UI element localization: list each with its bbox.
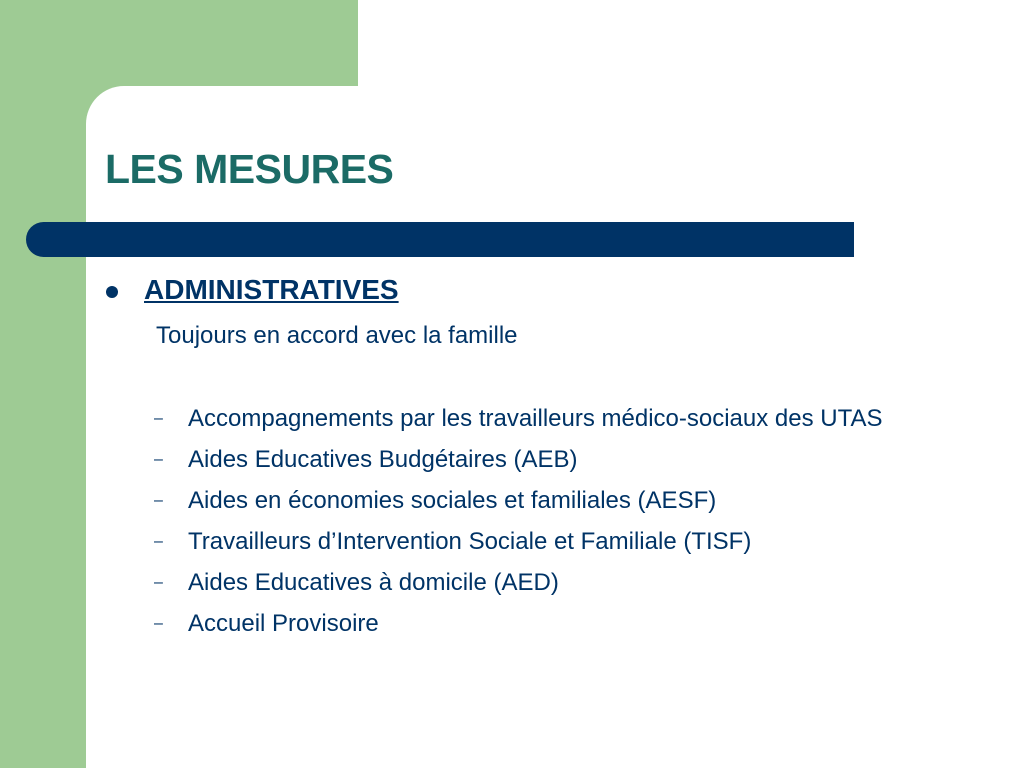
list-item — [154, 402, 954, 436]
list-item — [154, 443, 954, 477]
main-bullet-label: ADMINISTRATIVES — [144, 274, 399, 305]
list-item — [154, 566, 954, 600]
list-item-text: Aides en économies sociales et familiales (AESF) — [188, 487, 717, 514]
list-item-text: Aides Educatives à domicile (AED) — [188, 569, 559, 596]
list-item-text: Accompagnements par les travailleurs médico-sociaux des UTAS — [188, 405, 883, 432]
list-item — [154, 484, 954, 518]
dash-bullet-icon: – — [154, 574, 163, 591]
bullet-subtitle: Toujours en accord avec la famille — [156, 322, 518, 349]
list-item — [154, 525, 954, 559]
slide-title: LES MESURES — [105, 146, 394, 192]
list-item — [154, 607, 954, 641]
list-item-text: Accueil Provisoire — [188, 610, 379, 637]
list-item-text: Aides Educatives Budgétaires (AEB) — [188, 446, 578, 473]
measures-list — [154, 402, 954, 648]
dash-bullet-icon: – — [154, 410, 163, 427]
bullet-dot-icon — [106, 286, 118, 298]
dash-bullet-icon: – — [154, 533, 163, 550]
title-divider-bar — [26, 222, 854, 257]
list-item-text: Travailleurs d’Intervention Sociale et Familiale (TISF) — [188, 528, 752, 555]
dash-bullet-icon: – — [154, 615, 163, 632]
main-bullet — [106, 274, 399, 306]
dash-bullet-icon: – — [154, 451, 163, 468]
dash-bullet-icon: – — [154, 492, 163, 509]
